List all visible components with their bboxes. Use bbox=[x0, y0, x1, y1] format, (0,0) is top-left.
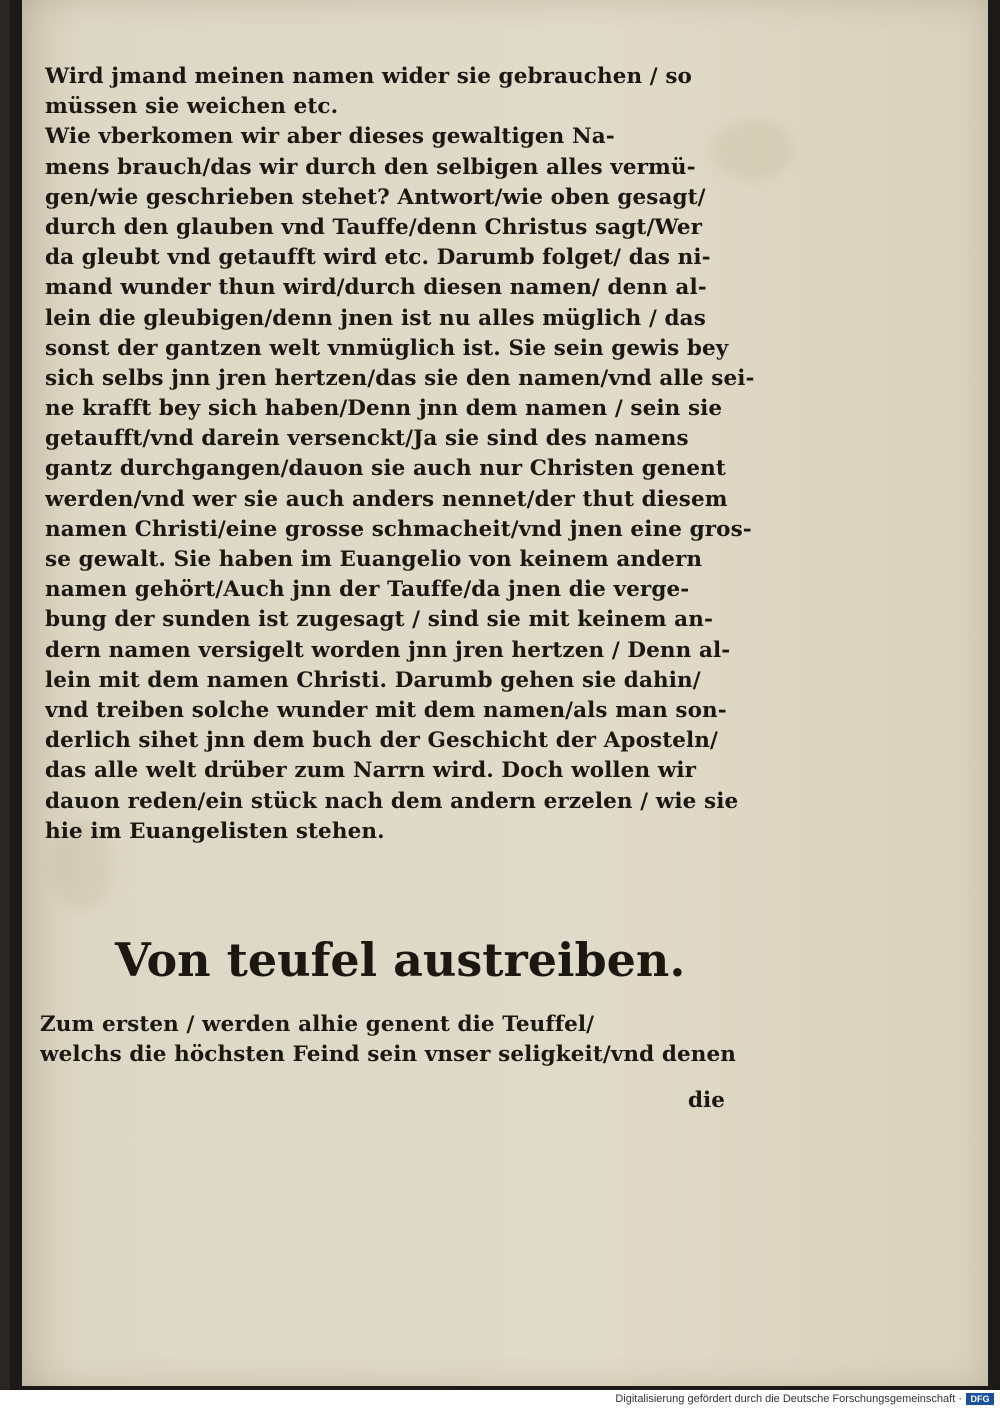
dfg-logo: DFG bbox=[966, 1393, 994, 1405]
text-line: mand wunder thun wird/durch diesen namen/ denn al- bbox=[45, 275, 707, 301]
text-line: hie im Euangelisten stehen. bbox=[45, 818, 385, 844]
text-line: werden/vnd wer sie auch anders nennet/der thut diesem bbox=[45, 486, 728, 512]
text-line: welchs die höchsten Feind sein vnser seligkeit/vnd denen bbox=[40, 1042, 737, 1068]
text-line: ne krafft bey sich haben/Denn jnn dem namen / sein sie bbox=[45, 396, 723, 422]
text-line: Wird jmand meinen namen wider sie gebrauchen / so bbox=[45, 64, 692, 89]
text-line: durch den glauben vnd Tauffe/denn Christus sagt/Wer bbox=[45, 214, 703, 240]
text-line: sich selbs jnn jren hertzen/das sie den namen/vnd alle sei- bbox=[45, 365, 755, 391]
text-line: da gleubt vnd getaufft wird etc. Darumb folget/ das ni- bbox=[45, 245, 711, 271]
text-line: dern namen versigelt worden jnn jren hertzen / Denn al- bbox=[45, 637, 731, 663]
text-line: vnd treiben solche wunder mit dem namen/als man son- bbox=[45, 697, 727, 723]
text-line: bung der sunden ist zugesagt / sind sie mit keinem an- bbox=[45, 607, 713, 633]
text-line: gen/wie geschrieben stehet? Antwort/wie oben gesagt/ bbox=[45, 184, 706, 210]
section-text-block bbox=[40, 1010, 770, 1070]
main-text-block bbox=[45, 62, 770, 847]
text-line: das alle welt drüber zum Narrn wird. Doch wollen wir bbox=[45, 758, 697, 784]
text-line: lein mit dem namen Christi. Darumb gehen sie dahin/ bbox=[45, 667, 701, 693]
funding-credit: Digitalisierung gefördert durch die Deutsche Forschungsgemeinschaft · bbox=[615, 1393, 962, 1405]
text-line: mens brauch/das wir durch den selbigen alles vermü- bbox=[45, 154, 696, 180]
text-line: müssen sie weichen etc. bbox=[45, 94, 339, 120]
section-heading: Von teufel austreiben. bbox=[115, 933, 686, 987]
text-line: dauon reden/ein stück nach dem andern erzelen / wie sie bbox=[45, 788, 739, 814]
text-line: Zum ersten / werden alhie genent die Teuffel/ bbox=[40, 1012, 595, 1037]
text-line: derlich sihet jnn dem buch der Geschicht der Aposteln/ bbox=[45, 728, 718, 754]
text-line: namen Christi/eine grosse schmacheit/vnd jnen eine gros- bbox=[45, 516, 752, 542]
text-line: namen gehört/Auch jnn der Tauffe/da jnen die verge- bbox=[45, 577, 690, 603]
text-line: se gewalt. Sie haben im Euangelio von keinem andern bbox=[45, 547, 703, 572]
catchword: die bbox=[688, 1088, 725, 1113]
text-line: sonst der gantzen welt vnmüglich ist. Sie sein gewis bey bbox=[45, 335, 729, 361]
text-line: lein die gleubigen/denn jnen ist nu alles müglich / das bbox=[45, 305, 706, 331]
text-line: getaufft/vnd darein versenckt/Ja sie sind des namens bbox=[45, 426, 689, 452]
text-line: Wie vberkomen wir aber dieses gewaltigen Na- bbox=[45, 124, 615, 150]
text-line: gantz durchgangen/dauon sie auch nur Christen genent bbox=[45, 456, 726, 482]
